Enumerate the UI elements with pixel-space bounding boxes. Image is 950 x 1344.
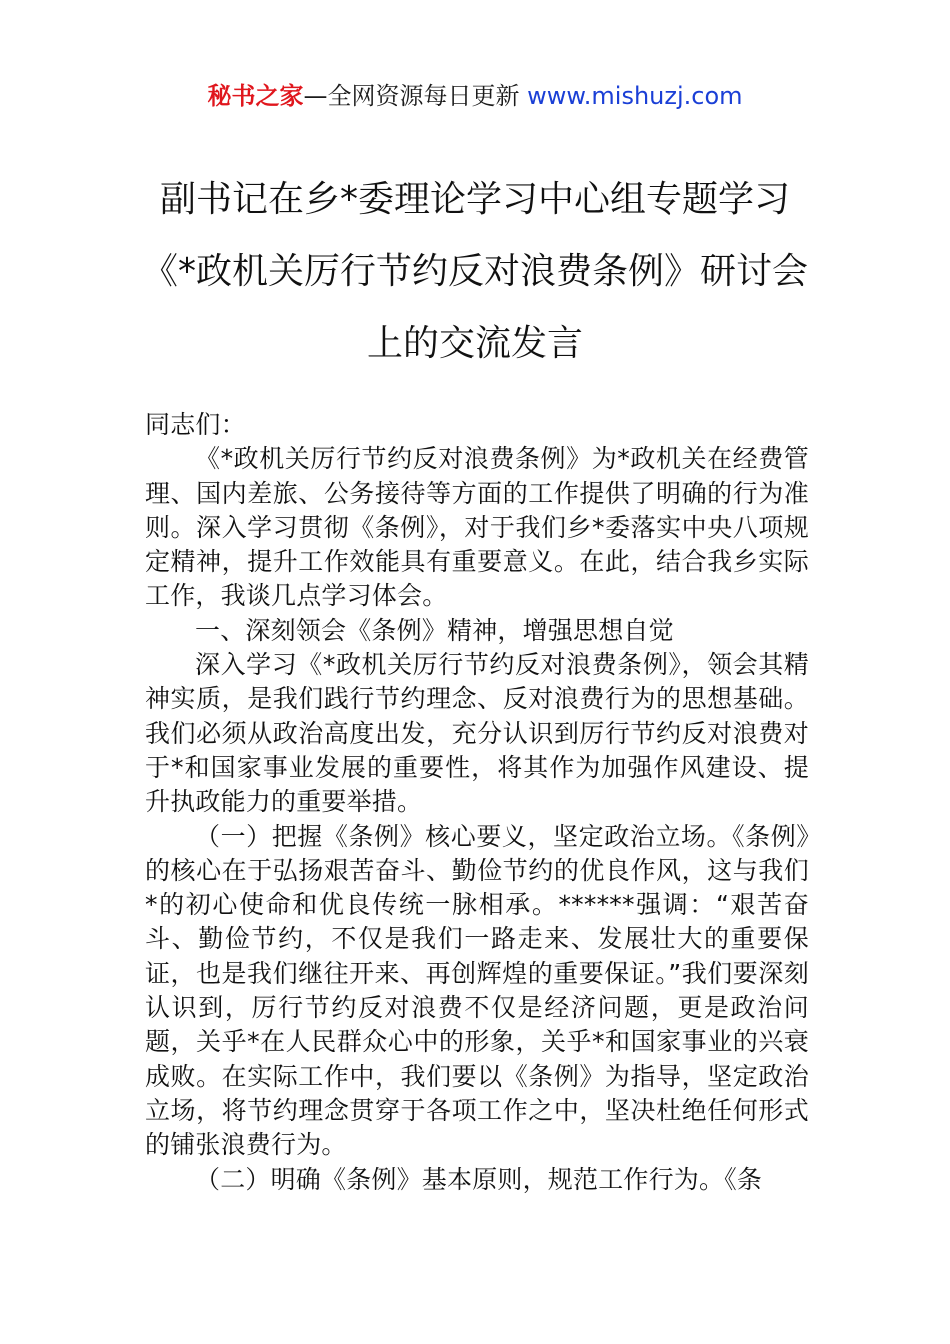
salutation: 同志们：	[145, 410, 246, 439]
title-line-1: 副书记在乡*委理论学习中心组专题学习	[159, 179, 790, 220]
title-line-2: 《*政机关厉行节约反对浪费条例》研讨会	[141, 251, 808, 292]
paragraph-intro: 《*政机关厉行节约反对浪费条例》为*政机关在经费管理、国内差旅、公务接待等方面的工作提供了明确的行为准则。深入学习贯彻《条例》，对于我们乡*委落实中央八项规定精神，提升工作效能具有重要意义。在此，结合我乡实际工作，我谈几点学习体会。	[145, 444, 809, 611]
website-link[interactable]: www.mishuzj.com	[527, 82, 743, 110]
title-line-3: 上的交流发言	[366, 323, 583, 364]
brand-name: 秘书之家	[207, 82, 304, 110]
document-title	[120, 164, 830, 380]
header-slogan: —全网资源每日更新	[303, 82, 528, 110]
document-body	[145, 408, 809, 1197]
paragraph-subsection-2: （二）明确《条例》基本原则，规范工作行为。《条	[195, 1164, 763, 1194]
paragraph-section-1: 深入学习《*政机关厉行节约反对浪费条例》，领会其精神实质，是我们践行节约理念、反对浪费行为的思想基础。我们必须从政治高度出发，充分认识到厉行节约反对浪费对于*和国家事业发展的重要性，将其作为加强作风建设、提升执政能力的重要举措。	[145, 650, 809, 817]
paragraph-subsection-1: （一）把握《条例》核心要义，坚定政治立场。《条例》的核心在于弘扬艰苦奋斗、勤俭节约的优良作风，这与我们*的初心使命和优良传统一脉相承。******强调：“艰苦奋斗、勤俭节约，不仅是我们一路走来、发展壮大的重要保证，也是我们继往开来、再创辉煌的重要保证。”我们要深刻认识到，厉行节约反对浪费不仅是经济问题，更是政治问题，关乎*在人民群众心中的形象，关乎*和国家事业的兴衰成败。在实际工作中，我们要以《条例》为指导，坚定政治立场，将节约理念贯穿于各项工作之中，坚决杜绝任何形式的铺张浪费行为。	[145, 821, 809, 1160]
page-header	[0, 80, 950, 112]
section-heading-1: 一、深刻领会《条例》精神，增强思想自觉	[195, 615, 674, 645]
